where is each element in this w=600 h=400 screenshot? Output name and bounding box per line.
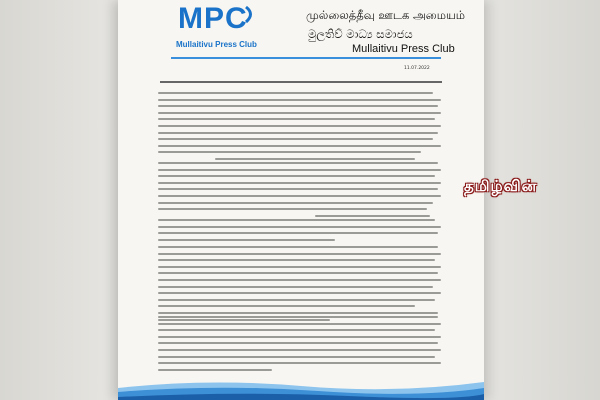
logo-caption: Mullaitivu Press Club [176, 40, 257, 49]
paragraph-3 [158, 219, 444, 245]
paragraph-2 [158, 162, 444, 221]
background-right [484, 0, 600, 400]
footer-wave [118, 374, 484, 400]
paragraph-5 [158, 316, 444, 375]
logo-swoosh-icon [244, 4, 256, 24]
header-title-sinhala: මුලතිව් මාධ්‍ය සමාජය [308, 27, 413, 41]
footer-wave-icon [118, 374, 484, 400]
header-rule [171, 57, 441, 59]
letter-date: 11.07.2022 [404, 66, 430, 71]
background-left [0, 0, 118, 400]
watermark: தமிழ்வின் [464, 177, 538, 195]
paragraph-1 [158, 92, 444, 165]
header-title-tamil: முல்லைத்தீவு ஊடக அமையம் [306, 8, 466, 22]
letter-subject-line [160, 78, 442, 83]
logo: MPC [178, 2, 260, 36]
header-title-english: Mullaitivu Press Club [352, 43, 455, 55]
paragraph-4 [158, 246, 444, 325]
